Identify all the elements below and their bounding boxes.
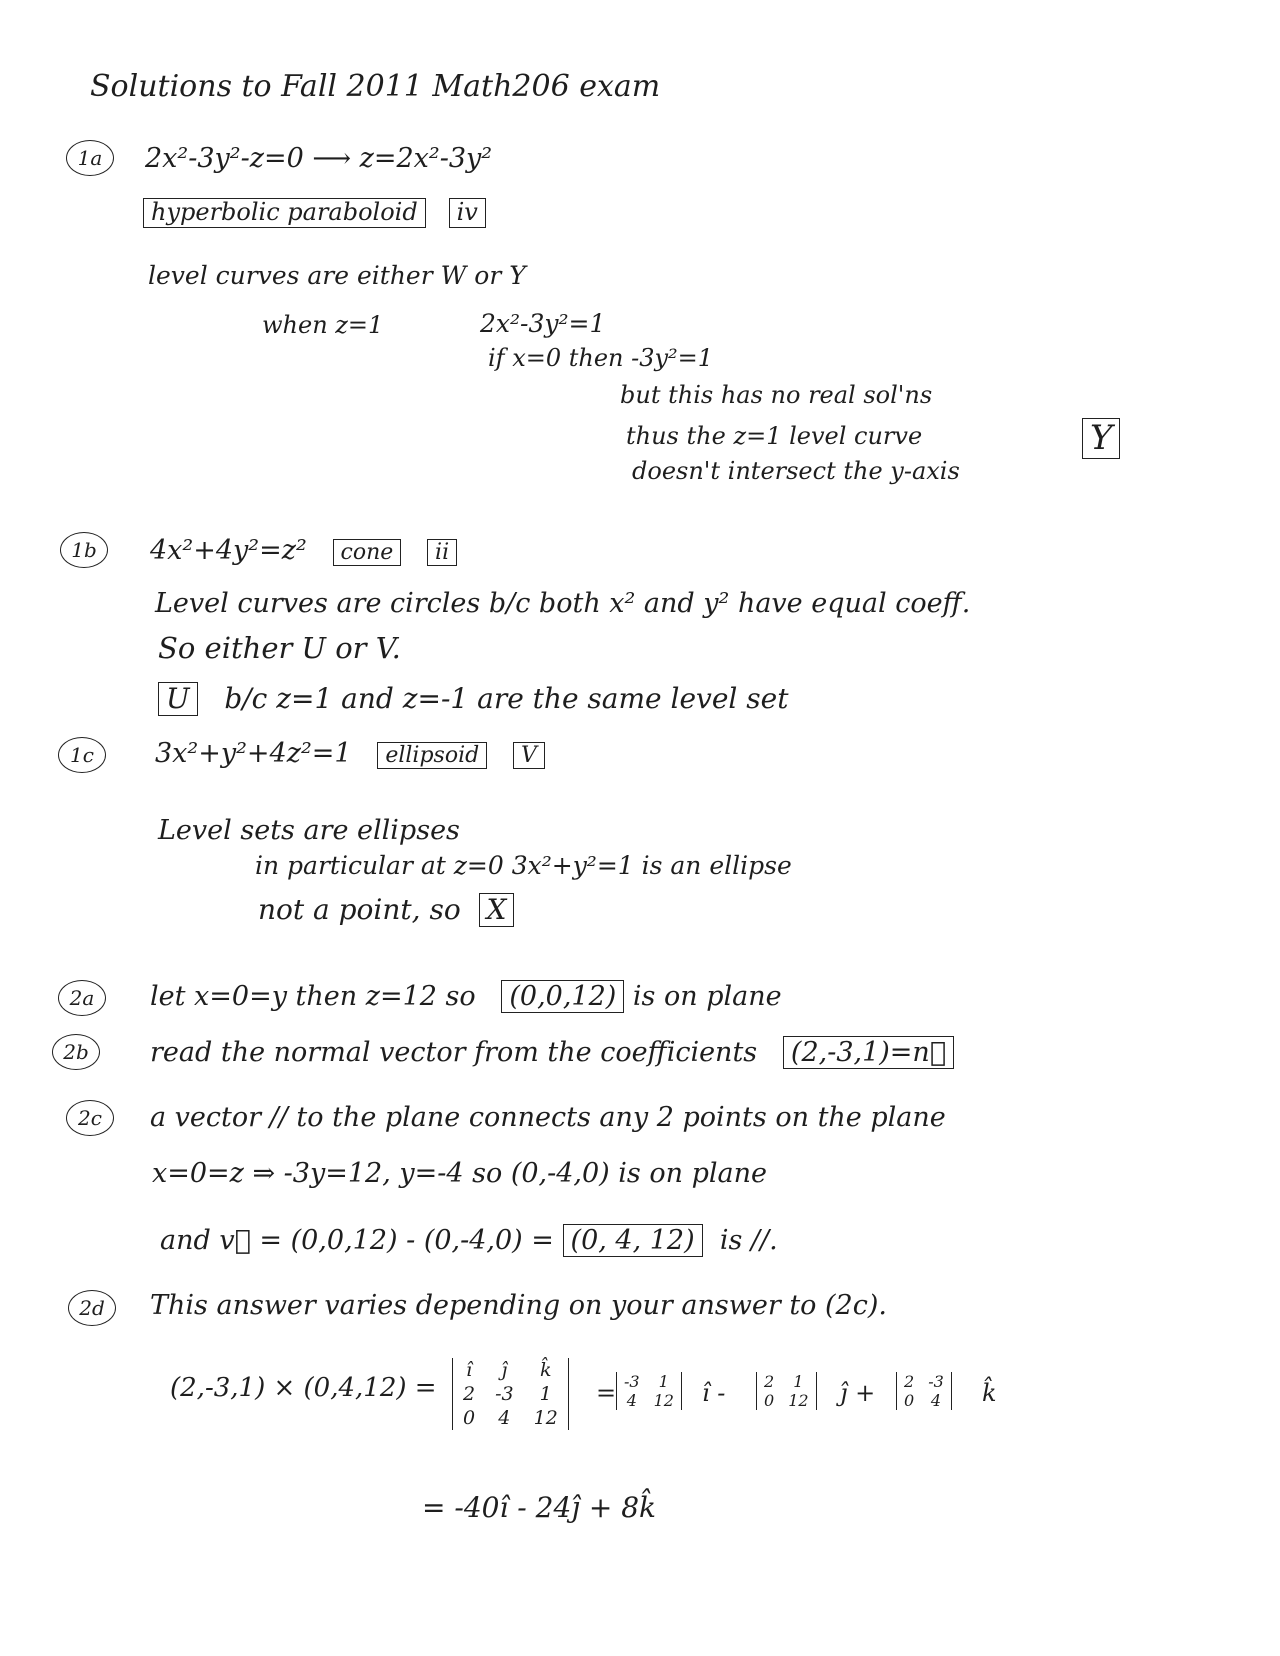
text-1b-either: So either U or V. xyxy=(158,631,401,665)
mat-2-2: 12 xyxy=(533,1407,558,1429)
mat-1-2: 1 xyxy=(539,1383,552,1405)
text-2a-tail: is on plane xyxy=(632,981,782,1012)
text-1c-levelsets: Level sets are ellipses xyxy=(158,815,460,846)
determinant-minor-2 xyxy=(756,1372,817,1410)
surface-box-1b: cone xyxy=(333,539,402,566)
i-hat-term: î - xyxy=(702,1379,726,1407)
m2-0-0: 2 xyxy=(764,1372,775,1391)
text-1a-levelcurves: level curves are either W or Y xyxy=(148,261,526,290)
equation-1a: 2x²-3y²-z=0 ⟶ z=2x²-3y² xyxy=(145,143,493,174)
choice-box-1c: V xyxy=(513,742,545,769)
m1-1-1: 12 xyxy=(653,1391,674,1410)
problem-label-2b: 2b xyxy=(52,1034,100,1070)
problem-label-1b: 1b xyxy=(60,532,108,568)
text-2c-line3: and v⃗ = (0,0,12) - (0,-4,0) = xyxy=(160,1225,554,1256)
text-1a-when: when z=1 xyxy=(262,311,384,339)
text-2b: read the normal vector from the coefficients xyxy=(150,1037,758,1068)
row-1c xyxy=(155,738,545,769)
surface-box-1a: hyperbolic paraboloid xyxy=(143,198,426,228)
choice-box-1a: iv xyxy=(449,198,486,228)
text-1c-notpoint: not a point, so xyxy=(258,893,461,926)
point-box-2a: (0,0,12) xyxy=(501,980,624,1013)
text-1a-doesnt: doesn't intersect the y-axis xyxy=(632,457,960,485)
equals-sign: = xyxy=(596,1379,617,1407)
final-answer-1b: U xyxy=(158,682,198,716)
m3-0-0: 2 xyxy=(904,1372,915,1391)
row-2a xyxy=(150,980,782,1013)
text-2a: let x=0=y then z=12 so xyxy=(150,981,476,1012)
row-1b-final xyxy=(158,682,788,716)
choice-box-1b: ii xyxy=(427,539,457,566)
determinant-minor-1 xyxy=(616,1372,682,1410)
answer-row-1a xyxy=(143,198,486,228)
row-1b xyxy=(150,535,457,566)
m2-1-1: 12 xyxy=(788,1391,809,1410)
row-2b xyxy=(150,1036,954,1069)
m1-0-0: -3 xyxy=(624,1372,640,1391)
equation-1b: 4x²+4y²=z² xyxy=(150,535,307,566)
determinant-minor-3 xyxy=(896,1372,952,1410)
mat-0-1: ĵ xyxy=(501,1359,508,1381)
text-2c-line2: x=0=z ⇒ -3y=12, y=-4 so (0,-4,0) is on plane xyxy=(152,1158,767,1189)
text-1a-thus: thus the z=1 level curve xyxy=(626,422,923,450)
cross-result: = -40î - 24ĵ + 8k̂ xyxy=(422,1491,657,1524)
row-2c-line3 xyxy=(160,1224,778,1257)
problem-label-2d: 2d xyxy=(68,1290,116,1326)
m3-1-1: 4 xyxy=(930,1391,942,1410)
m3-0-1: -3 xyxy=(928,1372,944,1391)
j-hat-term: ĵ + xyxy=(840,1379,876,1407)
cross-lhs: (2,-3,1) × (0,4,12) = xyxy=(170,1373,437,1403)
m1-0-1: 1 xyxy=(658,1372,669,1391)
problem-label-2c: 2c xyxy=(66,1100,114,1136)
text-1b-reason: b/c z=1 and z=-1 are the same level set xyxy=(224,682,789,715)
mat-1-0: 2 xyxy=(463,1383,476,1405)
text-2c-tail: is //. xyxy=(719,1225,778,1256)
text-1b-levelcurves: Level curves are circles b/c both x² and y² have equal coeff. xyxy=(155,588,971,619)
problem-label-2a: 2a xyxy=(58,980,106,1016)
m2-1-0: 0 xyxy=(764,1391,775,1410)
m1-1-0: 4 xyxy=(626,1391,637,1410)
text-1a-eq2: 2x²-3y²=1 xyxy=(480,309,606,338)
mat-0-2: k̂ xyxy=(539,1359,552,1381)
text-1c-particular: in particular at z=0 3x²+y²=1 is an ellipse xyxy=(255,851,792,880)
m3-1-0: 0 xyxy=(904,1391,915,1410)
equation-1c: 3x²+y²+4z²=1 xyxy=(155,738,352,769)
text-1a-but: but this has no real sol'ns xyxy=(620,381,933,409)
row-1c-final xyxy=(258,893,514,927)
final-answer-1c: X xyxy=(479,893,515,927)
final-answer-1a: Y xyxy=(1082,418,1120,459)
text-1a-ifx: if x=0 then -3y²=1 xyxy=(488,344,714,372)
mat-2-1: 4 xyxy=(498,1407,511,1429)
mat-0-0: î xyxy=(466,1359,473,1381)
mat-1-1: -3 xyxy=(495,1383,514,1405)
surface-box-1c: ellipsoid xyxy=(377,742,487,769)
answer-box-2c: (0, 4, 12) xyxy=(563,1224,703,1257)
text-2c-line1: a vector // to the plane connects any 2 points on the plane xyxy=(150,1102,946,1133)
text-2d-line1: This answer varies depending on your answer to (2c). xyxy=(150,1290,887,1321)
page-title: Solutions to Fall 2011 Math206 exam xyxy=(90,69,661,104)
answer-box-2b: (2,-3,1)=n⃗ xyxy=(783,1036,954,1069)
mat-2-0: 0 xyxy=(463,1407,476,1429)
problem-label-1c: 1c xyxy=(58,737,106,773)
k-hat-term: k̂ xyxy=(982,1379,997,1407)
m2-0-1: 1 xyxy=(793,1372,804,1391)
determinant-3x3 xyxy=(452,1358,569,1430)
problem-label-1a: 1a xyxy=(66,140,114,176)
